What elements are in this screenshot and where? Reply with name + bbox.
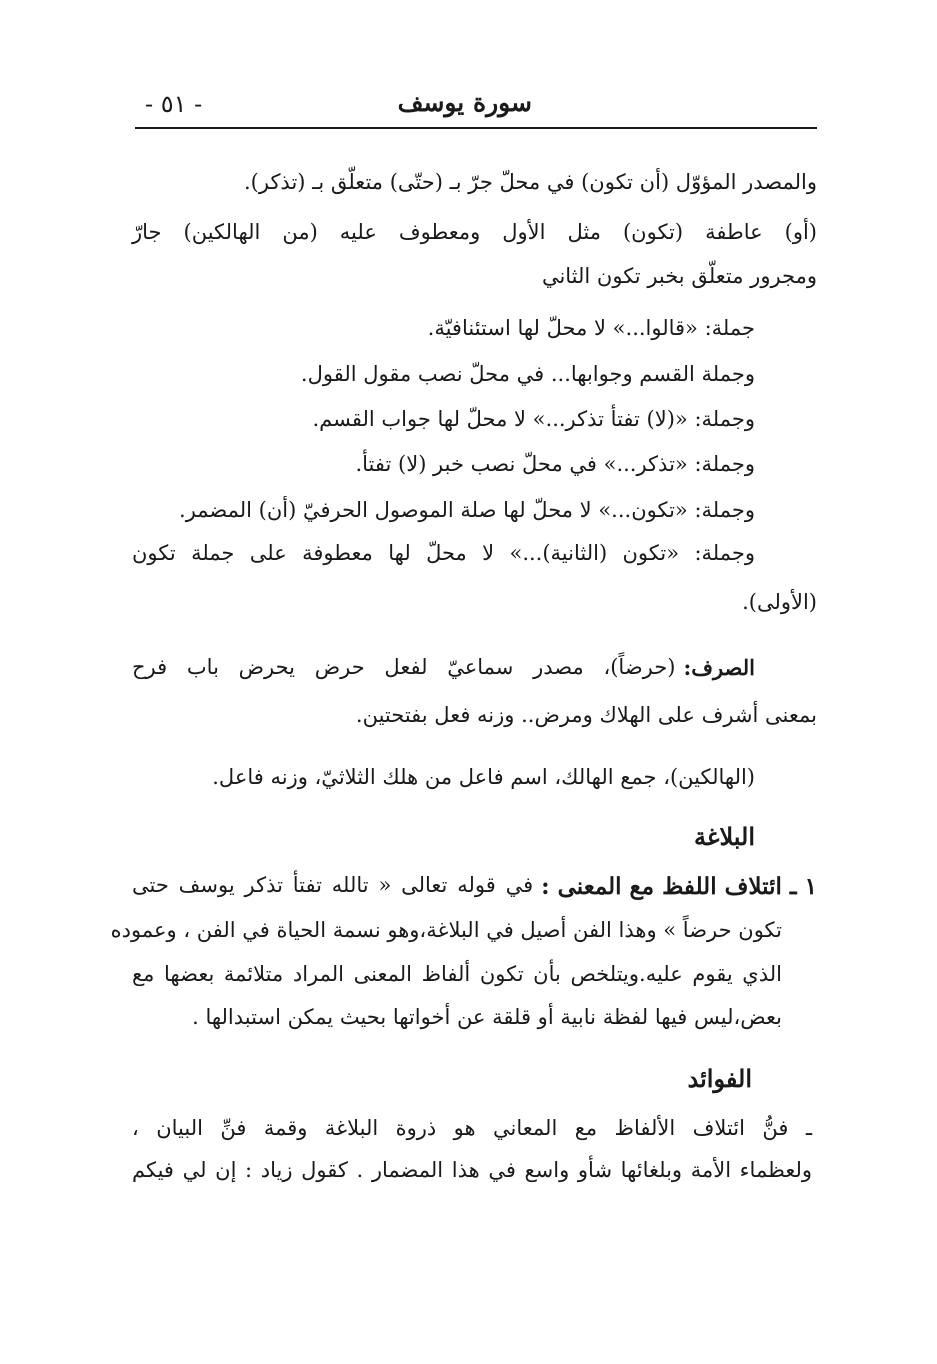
irab-line-4: جملة: «قالوا...» لا محلّ لها استئنافيّة. xyxy=(427,316,755,340)
header-divider xyxy=(135,127,817,129)
sarf-line-2: بمعنى أشرف على الهلاك ومرض.. وزنه فعل بفتحتين. xyxy=(355,703,817,727)
balagha-line-4: بعض،ليس فيها لفظة نابية أو قلقة عن أخواتها بحيث يمكن استبدالها . xyxy=(192,1005,782,1029)
page-number: - ٥١ - xyxy=(145,90,203,118)
irab-line-9: وجملة: «تكون (الثانية)...» لا محلّ لها معطوفة على جملة تكون xyxy=(132,541,755,565)
balagha-line-3: الذي يقوم عليه.ويتلخص بأن تكون ألفاظ المعنى المراد متلائمة بعضها مع xyxy=(132,962,782,986)
fawaid-heading: الفوائد xyxy=(687,1064,752,1093)
irab-line-5: وجملة القسم وجوابها... في محلّ نصب مقول القول. xyxy=(300,362,755,386)
irab-line-7: وجملة: «تذكر...» في محلّ نصب خبر (لا) تفتأ. xyxy=(355,452,755,476)
irab-line-6: وجملة: «(لا) تفتأ تذكر...» لا محلّ لها جواب القسم. xyxy=(312,407,755,431)
sarf-line-3: (الهالكين)، جمع الهالك، اسم فاعل من هلك الثلاثيّ، وزنه فاعل. xyxy=(212,765,755,789)
irab-line-10: (الأولى). xyxy=(742,590,817,614)
irab-line-1: والمصدر المؤوّل (أن تكون) في محلّ جرّ بـ (حتّى) متعلّق بـ (تذكر). xyxy=(243,170,817,194)
page-header xyxy=(135,88,817,124)
irab-line-3: ومجرور متعلّق بخبر تكون الثاني xyxy=(541,264,817,288)
balagha-line-1 xyxy=(132,875,817,898)
balagha-line-1-text: في قوله تعالى « تالله تفتأ تذكر يوسف حتى xyxy=(132,873,534,897)
irab-line-2: (أو) عاطفة (تكون) مثل الأول ومعطوف عليه (من الهالكين) جارّ xyxy=(132,220,817,244)
sarf-label: الصرف: xyxy=(683,655,755,680)
balagha-line-2: تكون حرضاً » وهذا الفن أصيل في البلاغة،وهو نسمة الحياة في الفن ، وعموده xyxy=(110,918,782,942)
irab-line-8: وجملة: «تكون...» لا محلّ لها صلة الموصول الحرفيّ (أن) المضمر. xyxy=(179,498,755,522)
sarf-line-1-text: (حرضاً)، مصدر سماعيّ لفعل حرض يحرض باب فرح xyxy=(132,655,676,679)
balagha-item-label: ١ ـ ائتلاف اللفظ مع المعنى : xyxy=(541,873,817,900)
fawaid-line-2: ولعظماء الأمة وبلغائها شأو واسع في هذا المضمار . كقول زياد : إن لي فيكم xyxy=(132,1158,812,1182)
fawaid-line-1: ـ فنُّ ائتلاف الألفاظ مع المعاني هو ذروة البلاغة وقمة فنِّ البيان ، xyxy=(132,1116,812,1140)
sarf-line-1 xyxy=(132,657,755,678)
surah-title: سورة يوسف xyxy=(397,88,532,117)
balagha-heading: البلاغة xyxy=(694,822,755,851)
